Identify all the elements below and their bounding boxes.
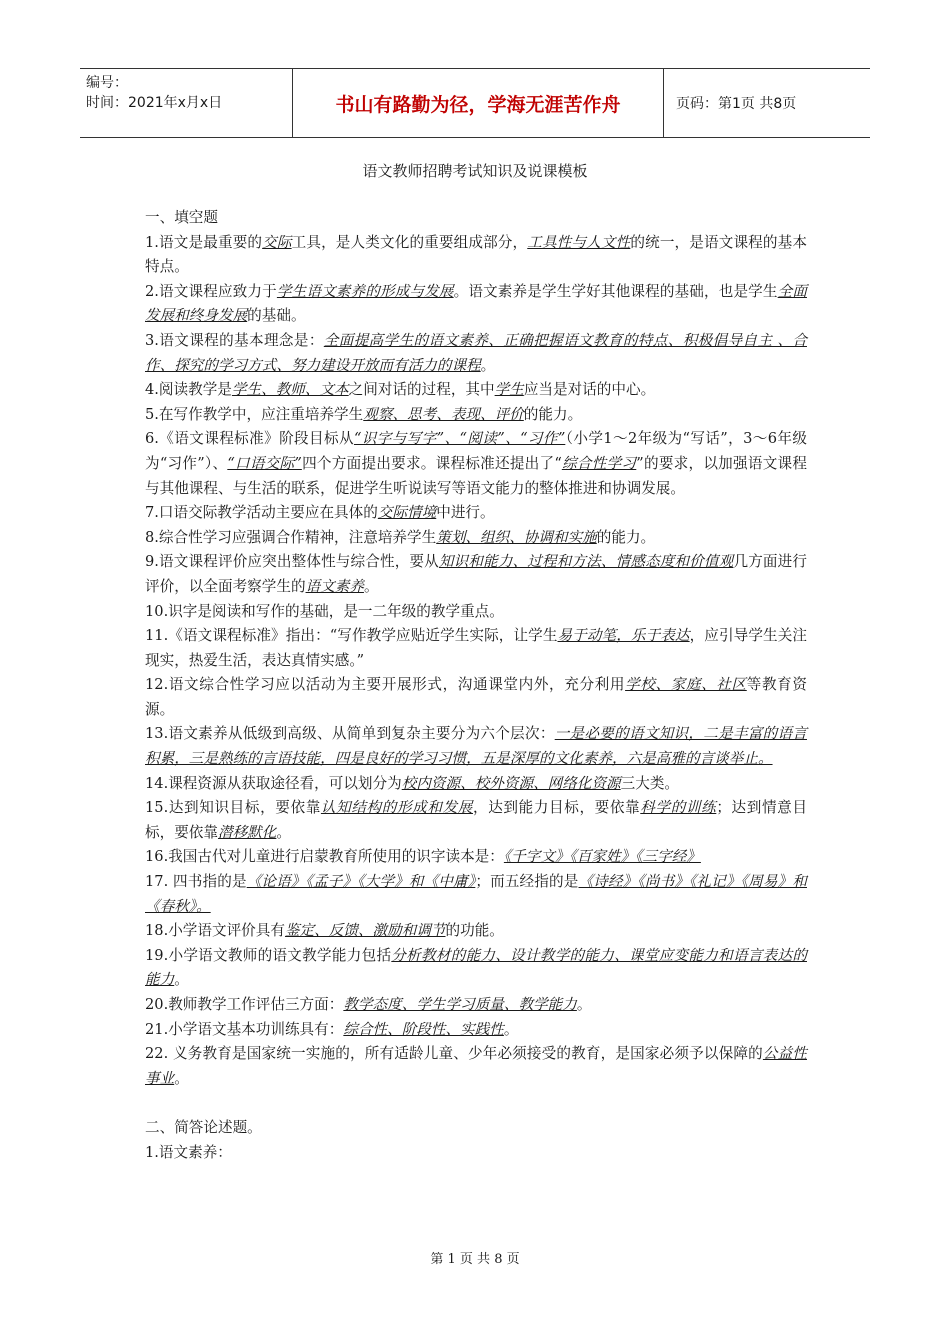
question-item	[145, 550, 807, 599]
answer-text: 校内资源、校外资源、网络化资源	[401, 774, 621, 792]
question-item	[145, 845, 807, 870]
question-text: 11.《语文课程标准》指出：“写作教学应贴近学生实际，让学生	[145, 627, 558, 645]
question-text: 等教育资源。	[145, 676, 807, 718]
answer-text: 科学的训练	[640, 799, 717, 817]
document-body	[145, 206, 807, 1165]
answer-text: 综合性、阶段性、实践性	[343, 1020, 504, 1038]
answer-text: 《千字文》《百家姓》《三字经》	[503, 848, 701, 866]
answer-text: “识字与写字”、“阅读”、“习作”	[353, 430, 566, 448]
question-item	[145, 1018, 807, 1043]
answer-text: 教学态度、学生学习质量、教学能力	[343, 996, 577, 1013]
question-item	[145, 378, 807, 403]
question-item	[145, 231, 807, 280]
question-text: ，应引导学生关注现实，热爱生活，表达真情实感。”	[145, 627, 807, 669]
question-item	[145, 280, 807, 329]
question-text: 。语文素养是学生学好其他课程的基础，也是学生	[453, 282, 778, 300]
answer-text: 易于动笔，乐于表达	[557, 627, 690, 645]
question-text: 。	[480, 356, 496, 374]
question-text: 之间对话的过程，其中	[348, 381, 495, 399]
question-item	[145, 993, 807, 1018]
question-text: 应当是对话的中心。	[523, 381, 656, 399]
answer-text: 知识和能力、过程和方法、情感态度和价值观	[438, 553, 734, 571]
question-item	[145, 870, 807, 919]
question-text: 17. 四书指的是	[145, 873, 247, 891]
answer-text: 鉴定、反馈、激励和调节	[284, 922, 446, 940]
answer-text: 观察、思考、表现、评价	[363, 405, 524, 423]
answer-text: 学生、教师、文本	[231, 381, 349, 399]
question-text: 。	[576, 996, 592, 1013]
question-text: 的功能。	[445, 922, 504, 940]
answer-text: 工具性与人文性	[527, 233, 631, 251]
question-item	[145, 403, 807, 428]
header-page-info: 页码：第1页 共8页	[676, 96, 797, 112]
header-motto: 书山有路勤为径，学海无涯苦作舟	[292, 69, 664, 137]
question-item	[145, 944, 807, 993]
answer-text: 全面提高学生的语文素养、正确把握语文教育的特点、积极倡导自主 、合作、探究的学习方式、努力建设开放而有活力的课程	[145, 331, 807, 374]
question-text: 13.语文素养从低级到高级、从简单到复杂主要分为六个层次：	[145, 725, 555, 743]
section-heading-short-answer: 二、简答论述题。	[145, 1118, 262, 1136]
question-text: 几方面进行评价，以全面考察学生的	[145, 553, 807, 595]
question-text: 1.语文是最重要的	[145, 233, 263, 251]
question-text: 2.语文课程应致力于	[145, 282, 277, 300]
question-text: 22. 义务教育是国家统一实施的，所有适龄儿童、少年必须接受的教育，是国家必须予以保障的	[145, 1045, 763, 1063]
question-text: 三大类。	[620, 774, 680, 792]
page-header	[80, 68, 870, 138]
question-item	[145, 526, 807, 551]
question-text: 。	[276, 823, 291, 841]
answer-text: 《论语》《孟子》《大学》和《中庸》	[246, 873, 476, 891]
question-text: 15.达到知识目标，要依靠	[145, 799, 321, 817]
question-item	[145, 919, 807, 944]
section-gap	[145, 1091, 807, 1116]
question-item	[145, 1042, 807, 1091]
question-item	[145, 772, 807, 797]
question-text: 。	[363, 577, 379, 595]
answer-text: 综合性学习	[561, 454, 637, 472]
question-text: 4.阅读教学是	[145, 381, 232, 399]
question-text: 。	[174, 1069, 189, 1087]
question-text: 四个方面提出要求。课程标准还提出了“	[301, 454, 562, 472]
question-text: 16.我国古代对儿童进行启蒙教育所使用的识字读本是：	[145, 848, 504, 866]
question-item	[145, 329, 807, 378]
section-heading-fill-blank: 一、填空题	[145, 209, 218, 226]
question-item	[145, 501, 807, 526]
answer-text: 学生语文素养的形成与发展	[276, 282, 454, 300]
question-text: 6.《语文课程标准》阶段目标从	[145, 430, 354, 448]
answer-text: 《诗经》《尚书》《礼记》《周易》和《春秋》。	[145, 873, 807, 915]
answer-text: 学校、家庭、社区	[625, 676, 747, 694]
question-item	[145, 427, 807, 501]
answer-text: 交际情境	[377, 504, 437, 522]
question-text: 8.综合性学习应强调合作精神，注意培养学生	[145, 528, 437, 546]
question-item	[145, 796, 807, 845]
answer-text: 公益性事业	[145, 1045, 807, 1087]
question-text: 20.教师教学工作评估三方面：	[145, 996, 344, 1013]
document-date-label: 时间：2021年x月x日	[86, 95, 223, 111]
question-text: 5.在写作教学中，应注重培养学生	[145, 405, 364, 423]
question-text: ”的要求，以加强语文课程与其他课程、与生活的联系，促进学生听说读写等语文能力的整体推进和协调发展。	[145, 454, 807, 497]
document-title: 语文教师招聘考试知识及说课模板	[362, 162, 588, 180]
question-text: 3.语文课程的基本理念是：	[145, 331, 324, 349]
question-text: （小学1～2年级为“写话”，3～6年级为“习作”）、	[145, 430, 807, 472]
question-text: 10.识字是阅读和写作的基础，是一二年级的教学重点。	[145, 602, 504, 620]
question-text: 12.语文综合性学习应以活动为主要开展形式，沟通课堂内外，充分利用	[145, 676, 626, 694]
question-text: 9.语文课程评价应突出整体性与综合性，要从	[145, 553, 439, 571]
question-list	[145, 231, 807, 1092]
question-text: 21.小学语文基本功训练具有：	[145, 1020, 344, 1038]
answer-text: 学生	[494, 381, 524, 399]
answer-text: 策划、组织、协调和实施	[436, 528, 597, 546]
answer-text: 交际	[262, 233, 292, 251]
answer-text: 分析教材的能力、设计教学的能力、课堂应变能力和语言表达的能力	[145, 946, 807, 989]
question-text: 18.小学语文评价具有	[145, 922, 285, 940]
answer-text: 语文素养	[305, 577, 364, 595]
answer-text: 潜移默化	[217, 823, 277, 841]
short-answer-item: 1.语文素养：	[145, 1143, 232, 1161]
question-item	[145, 600, 807, 625]
answer-text: 认知结构的形成和发展	[320, 799, 473, 817]
question-text: 。	[174, 971, 189, 989]
question-text: 。	[503, 1020, 519, 1038]
answer-text: 全面发展和终身发展	[145, 282, 807, 325]
answer-text: “口语交际”	[227, 454, 302, 472]
question-text: 的基础。	[247, 307, 306, 325]
question-text: 19.小学语文教师的语文教学能力包括	[145, 946, 392, 964]
question-text: ；而五经指的是	[475, 873, 579, 891]
question-item	[145, 624, 807, 673]
question-item	[145, 722, 807, 771]
question-text: 工具，是人类文化的重要组成部分，	[291, 233, 528, 251]
question-text: 的统一，是语文课程的基本特点。	[145, 233, 807, 276]
question-text: 7.口语交际教学活动主要应在具体的	[145, 504, 378, 522]
question-item	[145, 673, 807, 722]
document-number-label: 编号：	[86, 75, 128, 91]
question-text: 中进行。	[436, 504, 495, 522]
question-text: 的能力。	[596, 528, 656, 546]
answer-text: 一是必要的语文知识，二是丰富的语言积累，三是熟练的言语技能，四是良好的学习习惯，五是深厚的文化素养，六是高雅的言谈举止。	[145, 725, 807, 768]
question-text: 14.课程资源从获取途径看，可以划分为	[145, 774, 402, 792]
question-text: 的能力。	[523, 405, 583, 423]
header-meta	[80, 69, 292, 137]
page-footer: 第 1 页 共 8 页	[430, 1252, 520, 1267]
question-text: ，达到能力目标，要依靠	[472, 799, 641, 817]
question-text: ；达到情意目标，要依靠	[145, 799, 807, 841]
